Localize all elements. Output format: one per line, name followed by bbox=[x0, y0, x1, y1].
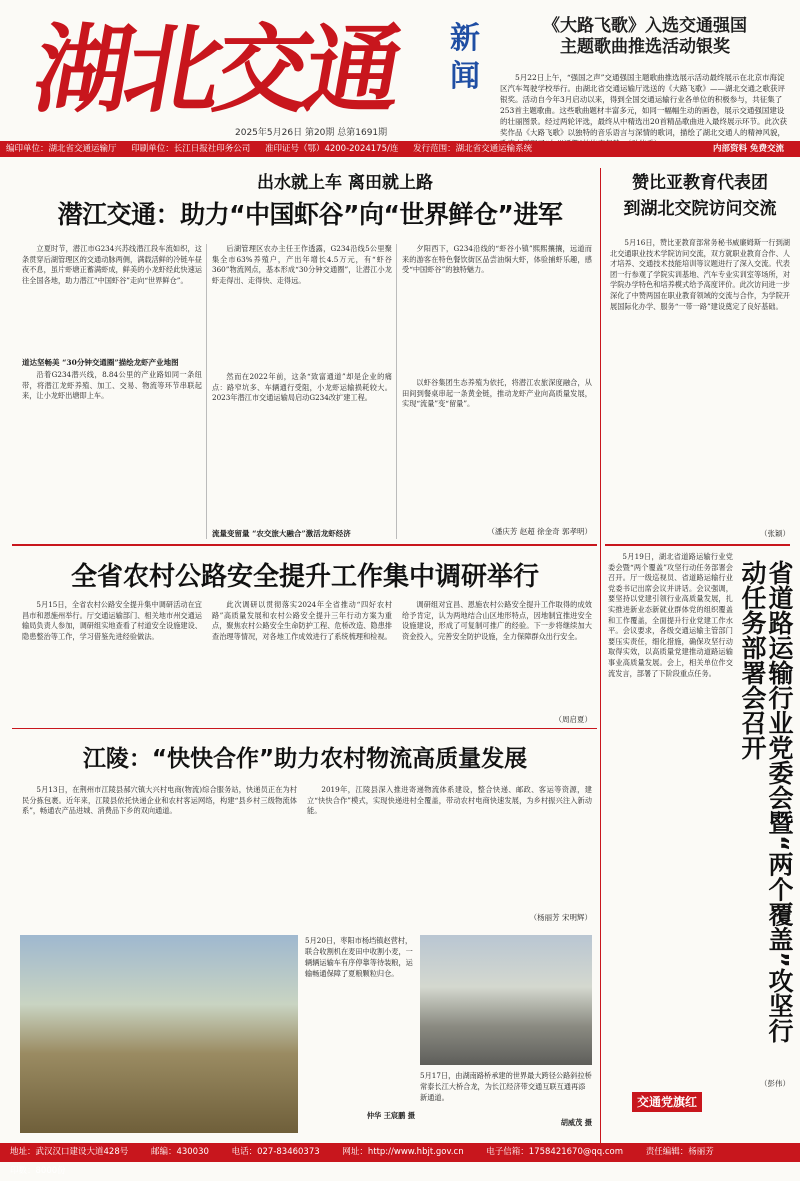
column-tag: 交通党旗红 bbox=[632, 1092, 702, 1112]
section-rule bbox=[605, 544, 790, 546]
lead-caption: 流量变留量 “农交旅大融合”激活龙虾经济 bbox=[212, 529, 351, 538]
story-3-column-2: 2019年，江陵县深入推进寄递物流体系建设，整合快递、邮政、客运等资源，建立“快快合作”模式，实现快递进村全覆盖，带动农村电商快速发展，为乡村振兴注入新动能。 bbox=[307, 785, 592, 816]
lead-subhead: 道达坚畅美 “30分钟交通圈”描绘龙虾产业地图 bbox=[22, 358, 179, 367]
divider bbox=[206, 244, 207, 539]
info-distribution: 发行范围：湖北省交通运输系统 bbox=[413, 144, 533, 154]
story-2-byline: （周启夏） bbox=[554, 715, 592, 724]
section-label: 新闻 bbox=[450, 21, 480, 94]
bridge-photo-byline: 胡威茂 摄 bbox=[560, 1118, 592, 1127]
bridge-photo-caption: 5月17日，由湖南路桥承建的世界最大跨径公路斜拉桥常泰长江大桥合龙，为长江经济带交通互联互通再添新通道。 bbox=[420, 1071, 592, 1102]
footer-address: 地址：武汉汉口建设大道428号 bbox=[10, 1147, 129, 1157]
section-rule bbox=[12, 728, 597, 729]
story-2-column-3: 调研组对宜昌、恩施农村公路安全提升工作取得的成效给予肯定，认为两地结合山区地形特点，因地制宜推进安全设施建设，形成了可复制可推广的经验。下一步将继续加大资金投入，完善安全防护设施，全力保障群众出行安全。 bbox=[402, 600, 592, 641]
lead-column-2b: 然而在2022年前，这条“致富通道”却是企业的痛点：路窄坑多、车辆通行受阻，小龙虾运输损耗较大。2023年潜江市交通运输局启动G234改扩建工程。 bbox=[212, 372, 392, 403]
info-publisher: 编印单位：湖北省交通运输厅 bbox=[6, 144, 117, 154]
story-3-column-1: 5月13日，在荆州市江陵县郝穴镇大兴村电商(物流)综合服务站，快递员正在为村民分拣包裹。近年来，江陵县依托快递企业和农村客运网络，构建“县乡村三级物流体系”，畅通农产品进城、消费品下乡的双向通道。 bbox=[22, 785, 297, 816]
side-story-1-title-line1: 赞比亚教育代表团 bbox=[632, 173, 768, 193]
top-news-body: 5月22日上午，“强国之声”交通强国主题歌曲推选展示活动最终展示在北京市海淀区汽车驾驶学校举行。由湖北省交通运输厅选送的《大路飞歌》——湖北交通之歌获评银奖。活动自今年3月启动以来，得到全国交通运输行业各单位的积极参与，共征集了253首主题歌曲。这些歌曲题材丰富多元，如同一幅幅生动的画卷，展示交通强国建设的壮丽图景。经过两轮评选，最终从中精选出20首精品歌曲进入最终展示环节。此次获奖作品《大路飞歌》以独特的音乐语言与深情的歌词，描绘了湖北交通人的精神风貌， bbox=[500, 73, 788, 137]
side-story-2-body: 5月19日，湖北省道路运输行业党委会暨“两个覆盖”攻坚行动任务部署会召开。厅一级巡视员、省道路运输行业党委书记出席会议并讲话。会议强调，要坚持以党建引领行业高质量发展，扎实推进新业态新就业群体党的组织覆盖和工作覆盖，全面提升行业党建工作水平。会议要求，各级交通运输主管部门要压实责任，细化措施，确保攻坚行动取得实效，以高质量党建推动道路运输事业高质量发展。会上，相关单位作交流发言，部署了下阶段重点任务。 bbox=[608, 552, 733, 678]
story-2-column-2: 此次调研以贯彻落实2024年全省推动“四好农村路”高质量发展和农村公路安全提升三年行动方案为重点，聚焦农村公路安全生命防护工程、危桥改造、隐患排查治理等情况，对各地工作成效进行了系统梳理和检视。 bbox=[212, 600, 392, 641]
footer-postcode: 邮编：430030 bbox=[150, 1147, 209, 1157]
info-bar bbox=[0, 141, 800, 157]
side-story-1-body: 5月16日，赞比亚教育部常务秘书威廉姆斯一行到湖北交通职业技术学院访问交流，双方就职业教育合作、人才培养、交通技术技能培训等议题进行了深入交流。代表团一行参观了学院实训基地、汽车专业实训室等场所，对学院办学特色和培养模式给予高度评价。此次访问进一步深化了中赞两国在职业教育领域的交流与合作，为学院开展国际化办学、服务“一带一路”建设奠定了良好基础。 bbox=[610, 238, 790, 311]
lead-kicker: 出水就上车 离田就上路 bbox=[257, 173, 433, 193]
lead-column-1b: 沿着G234潜兴线，8.84公里的产业路如同一条纽带，将潜江龙虾养殖、加工、交易、物流等环节串联起来，让小龙虾出塘即上车。 bbox=[22, 370, 202, 401]
lead-column-3: 夕阳西下，G234沿线的“虾谷小镇”熙熙攘攘，远道而来的游客在特色餐饮街区品尝油焖大虾，体验捕虾乐趣，感受“中国虾谷”的独特魅力。 bbox=[402, 244, 592, 275]
info-permit: 准印证号（鄂）4200-2024175/连 bbox=[264, 144, 399, 154]
lead-column-3b: 以虾谷集团生态养殖为依托，将潜江农旅深度融合，从田间到餐桌串起一条黄金链，推动龙虾产业向高质量发展，实现“流量”变“留量”。 bbox=[402, 378, 592, 409]
footer-bar bbox=[0, 1143, 800, 1176]
lead-column-2: 后湖管理区农办主任王作透露，G234沿线5公里聚集全市63%养殖户，产出年增长4.5万元，有“虾谷360”物流网点，基本形成“30分钟交通圈”，让潜江小龙虾走得出、走得快、走得远。 bbox=[212, 244, 392, 285]
harvest-photo bbox=[20, 935, 298, 1133]
footer-editor: 责任编辑：杨丽芳 bbox=[645, 1147, 714, 1157]
bridge-photo bbox=[420, 935, 592, 1065]
story-3-byline: （杨丽芳 宋明辉） bbox=[529, 913, 592, 922]
side-story-1-byline: （张颖） bbox=[760, 529, 790, 538]
divider bbox=[396, 244, 397, 539]
side-story-2-byline: （彭伟） bbox=[760, 1079, 790, 1088]
side-story-1-title-line2: 到湖北交院访问交流 bbox=[623, 199, 777, 219]
side-story-1-title[interactable] bbox=[610, 170, 790, 222]
info-free: 内部资料 免费交流 bbox=[713, 144, 784, 154]
story-3-headline[interactable]: 江陵：“快快合作”助力农村物流高质量发展 bbox=[82, 746, 528, 772]
footer-print-count: 印数：8000份 bbox=[10, 1166, 66, 1176]
issue-info: 2025年5月26日 第20期 总第1691期 bbox=[235, 128, 388, 138]
footer-phone: 电话：027-83460373 bbox=[231, 1147, 320, 1157]
top-news-title-line1: 《大路飞歌》入选交通强国 bbox=[543, 16, 747, 36]
lead-column-1: 立夏时节，潜江市G234兴苏线潜江段车流如织，这条贯穿后湖管理区的交通动脉两侧，满载活鲜的冷链车昼夜不息，虽片虾塘正蓄满虾成，鲜美的小龙虾经此快速运往全国各地，助力潜江“中国虾谷”走向“世界鲜仓”。 bbox=[22, 244, 202, 285]
side-story-2-title[interactable]: 省道路运输行业党委会暨“两个覆盖”攻坚行动任务部署会召开 bbox=[738, 560, 794, 1043]
lead-headline[interactable]: 潜江交通：助力“中国虾谷”向“世界鲜仓”进军 bbox=[57, 200, 563, 229]
lead-byline: （潘庆芳 赵超 徐金奇 郭孝明） bbox=[487, 527, 592, 536]
harvest-photo-caption: 5月20日，枣阳市杨垱镇赵营村，联合收割机在麦田中收割小麦，一辆辆运输车有序停靠等待装粮，运输畅通保障了夏粮颗粒归仓。 bbox=[305, 936, 413, 978]
top-news-title-line2: 主题歌曲推选活动银奖 bbox=[560, 37, 730, 57]
footer-email[interactable]: 电子信箱：1758421670@qq.com bbox=[486, 1147, 624, 1157]
top-news-title[interactable] bbox=[500, 16, 790, 58]
newspaper-logo: 湖北交通 bbox=[26, 14, 406, 126]
harvest-photo-byline: 仲华 王宸鹏 摄 bbox=[366, 1111, 415, 1120]
info-printer: 印刷单位：长江日报社印务公司 bbox=[131, 144, 251, 154]
story-2-column-1: 5月15日，全省农村公路安全提升集中调研活动在宜昌市和恩施州举行。厅交通运输部门、相关地市州交通运输局负责人参加，调研组实地查看了村道安全设施建设、隐患整治等工作，学习借鉴先进经验做法。 bbox=[22, 600, 202, 641]
footer-website[interactable]: 网址：http://www.hbjt.gov.cn bbox=[342, 1147, 464, 1157]
divider bbox=[600, 168, 601, 1143]
section-rule bbox=[12, 544, 597, 546]
story-2-headline[interactable]: 全省农村公路安全提升工作集中调研举行 bbox=[70, 562, 539, 592]
